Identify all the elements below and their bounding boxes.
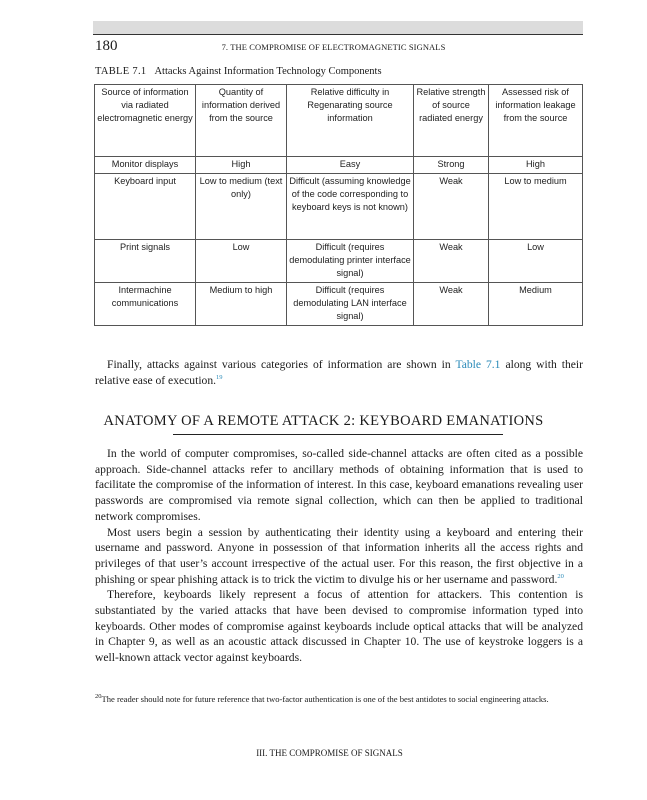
column-header: Relative strength of source radiated energy [414,85,489,157]
paragraph: Most users begin a session by authenticating their identity using a keyboard and entering their username and password. Anyone in possession of that information inherits all the access rights and privileges of that user’s account irrespective of the actual user. For this reason, the first objective in a phishing or spear phishing attack is to trick the victim to divulge his or her username and password.$^{20}$ [95,525,583,586]
table-cell: Medium to high [196,283,287,326]
table-cell: Easy [287,157,414,174]
column-header: Assessed risk of information leakage from the source [489,85,583,157]
paragraph: Therefore, keyboards likely represent a focus of attention for attackers. This contention is substantiated by the varied attacks that have been devised to compromise information typed into keyboards. Other modes of compromise against keyboards include optical attacks that will be analyzed in Chapter 9, as well as an acoustic attack discussed in Chapter 10. The use of keystroke loggers is a well-known attack vector against keyboards. [95,588,583,665]
footnote-number: 20 [95,693,102,701]
table-label: TABLE 7.1 [95,66,147,77]
table-cell: Keyboard input [95,174,196,240]
section-body [95,446,583,666]
column-header: Relative difficulty in Regenarating source information [287,85,414,157]
table-title: Attacks Against Information Technology Components [154,66,382,77]
heading-underline [173,434,503,435]
footnote-text: The reader should note for future reference that two-factor authentication is one of the best antidotes to social engineering attacks. [101,694,549,704]
table-cell: Low to medium (text only) [196,174,287,240]
table-cell: Low [489,240,583,283]
table-row [95,283,583,326]
running-head: 7. THE COMPROMISE OF ELECTROMAGNETIC SIGNALS [221,42,446,52]
table-cell: Weak [414,240,489,283]
table-cell: Difficult (requires demodulating printer interface signal) [287,240,414,283]
table-cell: Print signals [95,240,196,283]
section-heading: ANATOMY OF A REMOTE ATTACK 2: KEYBOARD EMANATIONS [103,413,544,429]
table-header-row [95,85,583,157]
table-cell: Difficult (requires demodulating LAN interface signal) [287,283,414,326]
footnote [95,692,583,706]
table-cell: Low [196,240,287,283]
table-cell: High [196,157,287,174]
table-cell: Intermachine communications [95,283,196,326]
table-reference-link[interactable]: Table 7.1 [455,358,501,371]
table-caption [95,66,382,77]
table-cell: Monitor displays [95,157,196,174]
table-cell: Weak [414,283,489,326]
footnote-ref-20[interactable]: 20 [557,572,564,580]
column-header: Source of information via radiated electromagnetic energy [95,85,196,157]
paragraph: In the world of computer compromises, so-called side-channel attacks are often cited as a possible approach. Side-channel attacks refer to ancillary methods of obtaining information that is used to facilitate the compromise of the information of interest. In this case, keyboard emanations revealing user passwords are compromised via remote signal collection, which can then be applied to traditional network compromises. [95,447,583,523]
column-header: Quantity of information derived from the source [196,85,287,157]
header-band [93,21,583,35]
footnote-ref-19[interactable]: 19 [216,373,223,381]
attacks-table [94,84,583,326]
page-footer: III. THE COMPROMISE OF SIGNALS [256,748,403,758]
table-cell: Weak [414,174,489,240]
table-cell: Strong [414,157,489,174]
table-cell: Medium [489,283,583,326]
intro-paragraph: Finally, attacks against various categories of information are shown in Table 7.1 along with their relative ease of execution.$^{19}$ [95,358,583,387]
table-cell: Difficult (assuming knowledge of the code corresponding to keyboard keys is not known) [287,174,414,240]
table-row [95,157,583,174]
table-row [95,240,583,283]
table-cell: Low to medium [489,174,583,240]
page-number: 180 [95,38,118,54]
table-row [95,174,583,240]
table-cell: High [489,157,583,174]
